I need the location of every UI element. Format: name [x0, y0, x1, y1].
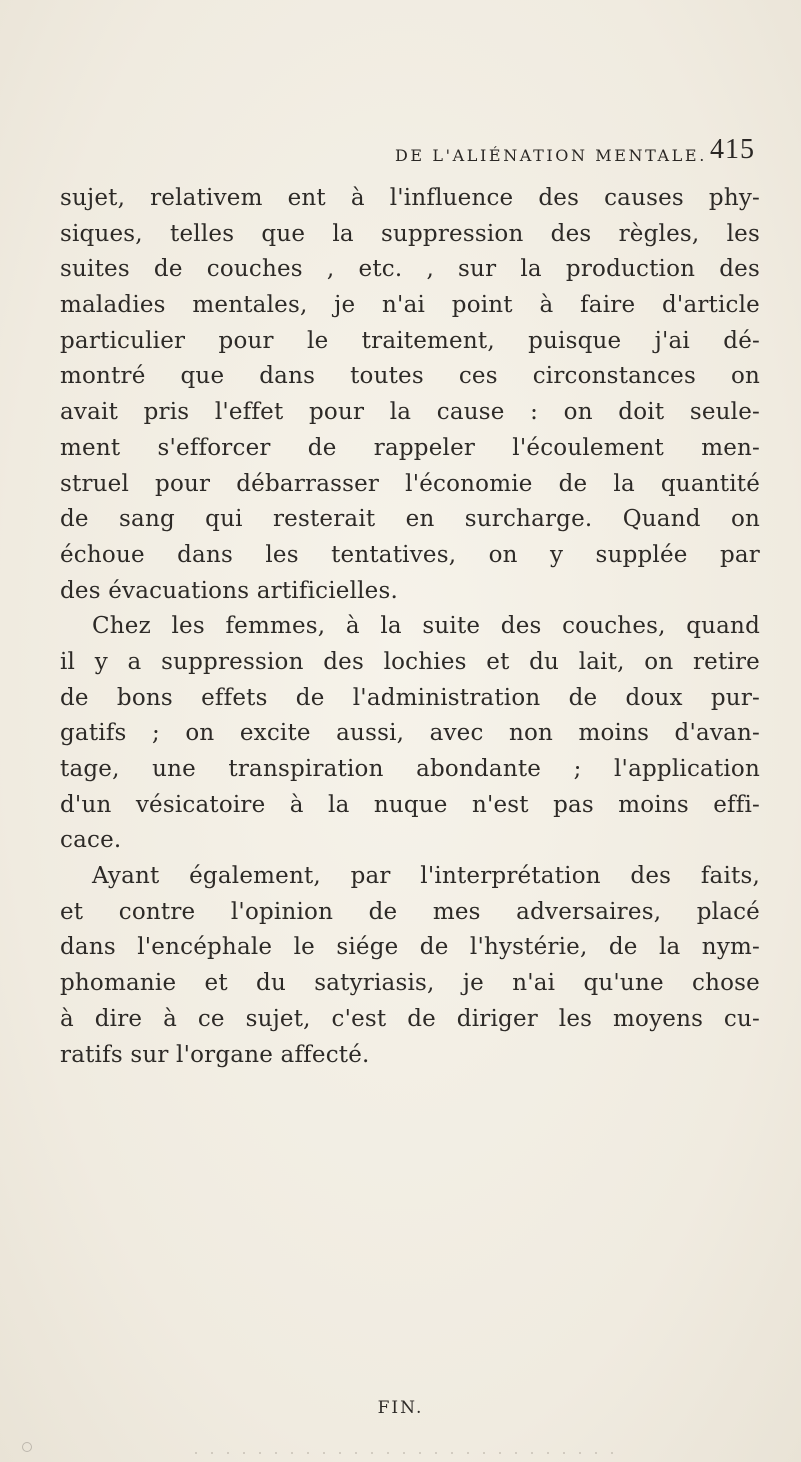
circle-mark-icon	[22, 1442, 32, 1452]
text-line: struel pour débarrasser l'économie de la quantité	[60, 470, 760, 497]
text-line: ment s'efforcer de rappeler l'écoulement men-	[60, 434, 760, 461]
fin-label: FIN.	[377, 1398, 424, 1418]
text-line: de bons effets de l'administration de doux pur-	[60, 684, 760, 711]
body-text	[60, 181, 760, 1073]
text-line: phomanie et du satyriasis, je n'ai qu'une chose	[60, 970, 760, 997]
text-line: et contre l'opinion de mes adversaires, placé	[60, 898, 760, 925]
text-line: d'un vésicatoire à la nuque n'est pas moins effi-	[60, 791, 760, 818]
text-line: sujet, relativem ent à l'influence des causes phy-	[60, 185, 760, 211]
text-line: il y a suppression des lochies et du lait, on retire	[60, 648, 760, 675]
text-line: Chez les femmes, à la suite des couches, quand	[92, 613, 760, 640]
text-line: ratifs sur l'organe affecté.	[60, 1041, 370, 1068]
running-head	[395, 134, 755, 174]
text-line: siques, telles que la suppression des règles, les	[60, 220, 760, 247]
text-line: montré que dans toutes ces circonstances on	[60, 363, 760, 390]
text-line: particulier pour le traitement, puisque j'ai dé-	[60, 327, 760, 354]
text-line: maladies mentales, je n'ai point à faire d'article	[60, 292, 760, 319]
text-line: dans l'encéphale le siége de l'hystérie, de la nym-	[60, 934, 760, 961]
text-line: gatifs ; on excite aussi, avec non moins d'avan-	[60, 720, 760, 747]
text-line: avait pris l'effet pour la cause : on doit seule-	[60, 399, 760, 426]
text-line: échoue dans les tentatives, on y supplée par	[60, 541, 760, 568]
text-line: de sang qui resterait en surcharge. Quand on	[60, 506, 760, 533]
text-line: des évacuations artificielles.	[60, 577, 399, 604]
text-line: à dire à ce sujet, c'est de diriger les moyens cu-	[60, 1005, 760, 1032]
text-line: tage, une transpiration abondante ; l'application	[60, 756, 760, 782]
running-title: DE L'ALIÉNATION MENTALE.	[395, 146, 707, 165]
text-line: Ayant également, par l'interprétation des faits,	[92, 863, 760, 890]
text-line: cace.	[60, 827, 122, 854]
page-number: 415	[710, 134, 755, 165]
text-line: suites de couches , etc. , sur la production des	[60, 256, 760, 283]
bleed-through-marks	[195, 1452, 615, 1454]
